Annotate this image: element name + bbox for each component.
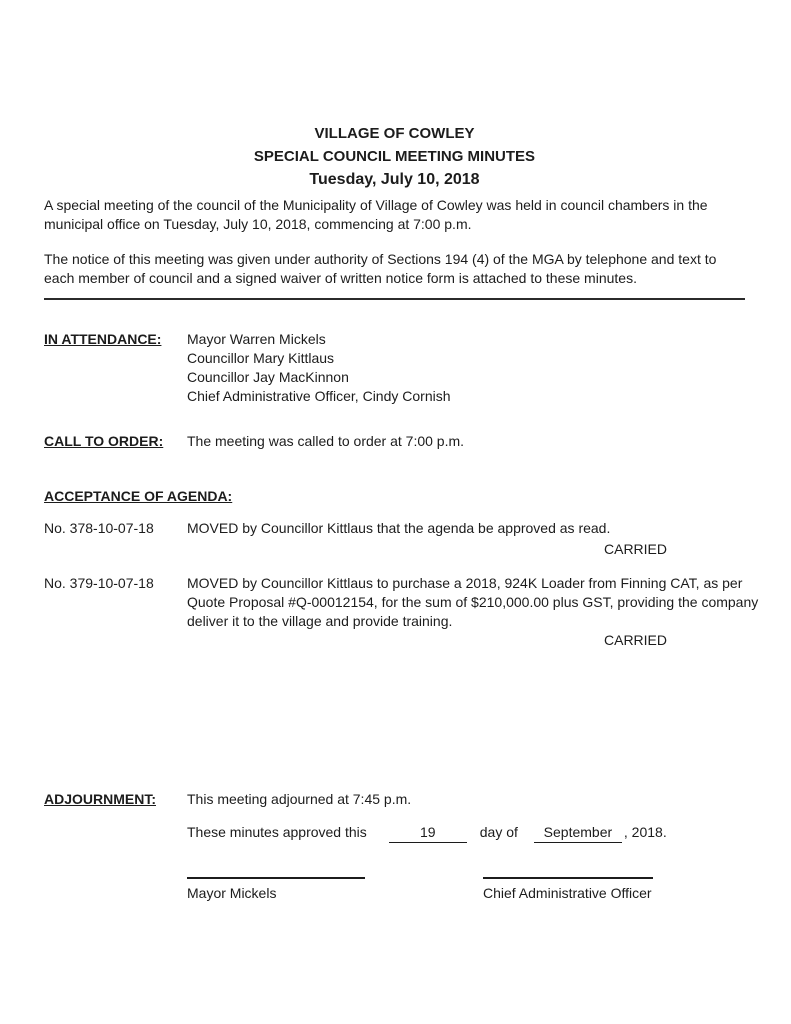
paragraph-line: municipal office on Tuesday, July 10, 2018, commencing at 7:00 p.m. xyxy=(44,216,472,232)
agenda-heading: ACCEPTANCE OF AGENDA: xyxy=(44,488,233,504)
motion-text-line: MOVED by Councillor Kittlaus that the agenda be approved as read. xyxy=(187,520,611,536)
call-to-order-text: The meeting was called to order at 7:00 p.m. xyxy=(187,433,465,449)
approval-month-blank: September xyxy=(534,823,622,843)
document-header xyxy=(44,122,745,191)
attendance-section xyxy=(44,330,745,406)
notice-paragraph xyxy=(44,250,745,288)
motion-row xyxy=(44,519,745,538)
call-to-order-heading: CALL TO ORDER: xyxy=(44,433,164,449)
adjournment-text: This meeting adjourned at 7:45 p.m. xyxy=(187,791,412,807)
approval-day-blank: 19 xyxy=(389,823,467,843)
signature-block xyxy=(187,877,745,903)
motion-text-line: deliver it to the village and provide training. xyxy=(187,613,453,629)
approval-line xyxy=(187,823,745,843)
paragraph-line: each member of council and a signed waiver of written notice form is attached to these minutes. xyxy=(44,270,637,286)
attendee-item: Councillor Jay MacKinnon xyxy=(187,369,349,385)
motion-number: No. 378-10-07-18 xyxy=(44,520,154,536)
motion-row xyxy=(44,574,759,631)
motion-number: No. 379-10-07-18 xyxy=(44,575,154,591)
approval-prefix: These minutes approved this xyxy=(187,824,367,840)
adjournment-heading: ADJOURNMENT: xyxy=(44,791,156,807)
approval-year-suffix: , 2018. xyxy=(623,824,667,840)
motion-text-line: Quote Proposal #Q-00012154, for the sum of $210,000.00 plus GST, providing the company xyxy=(187,594,759,610)
org-title-line: VILLAGE OF COWLEY xyxy=(314,125,475,142)
mayor-signature-line: Mayor Mickels xyxy=(187,877,365,903)
call-to-order-section xyxy=(44,432,745,451)
carried-status: CARRIED xyxy=(604,632,668,648)
intro-paragraph xyxy=(44,196,745,234)
attendee-list xyxy=(187,330,451,406)
motion-text xyxy=(187,574,758,631)
meeting-date-line: Tuesday, July 10, 2018 xyxy=(309,171,480,188)
motion-text xyxy=(187,519,610,538)
attendee-item: Chief Administrative Officer, Cindy Cornish xyxy=(187,388,451,404)
paragraph-line: The notice of this meeting was given under authority of Sections 194 (4) of the MGA by telephone and text to xyxy=(44,251,717,267)
attendance-heading: IN ATTENDANCE: xyxy=(44,331,162,347)
cao-signature-line: Chief Administrative Officer xyxy=(483,877,653,903)
carried-status: CARRIED xyxy=(604,541,668,557)
meeting-type-line: SPECIAL COUNCIL MEETING MINUTES xyxy=(253,148,536,165)
separator-rule xyxy=(44,298,745,300)
adjournment-section xyxy=(44,790,745,809)
approval-day-of-text: day of xyxy=(479,824,518,840)
attendee-item: Councillor Mary Kittlaus xyxy=(187,350,335,366)
attendee-item: Mayor Warren Mickels xyxy=(187,331,326,347)
motion-text-line: MOVED by Councillor Kittlaus to purchase a 2018, 924K Loader from Finning CAT, as per xyxy=(187,575,743,591)
paragraph-line: A special meeting of the council of the Municipality of Village of Cowley was held in council chambers in the xyxy=(44,197,708,213)
